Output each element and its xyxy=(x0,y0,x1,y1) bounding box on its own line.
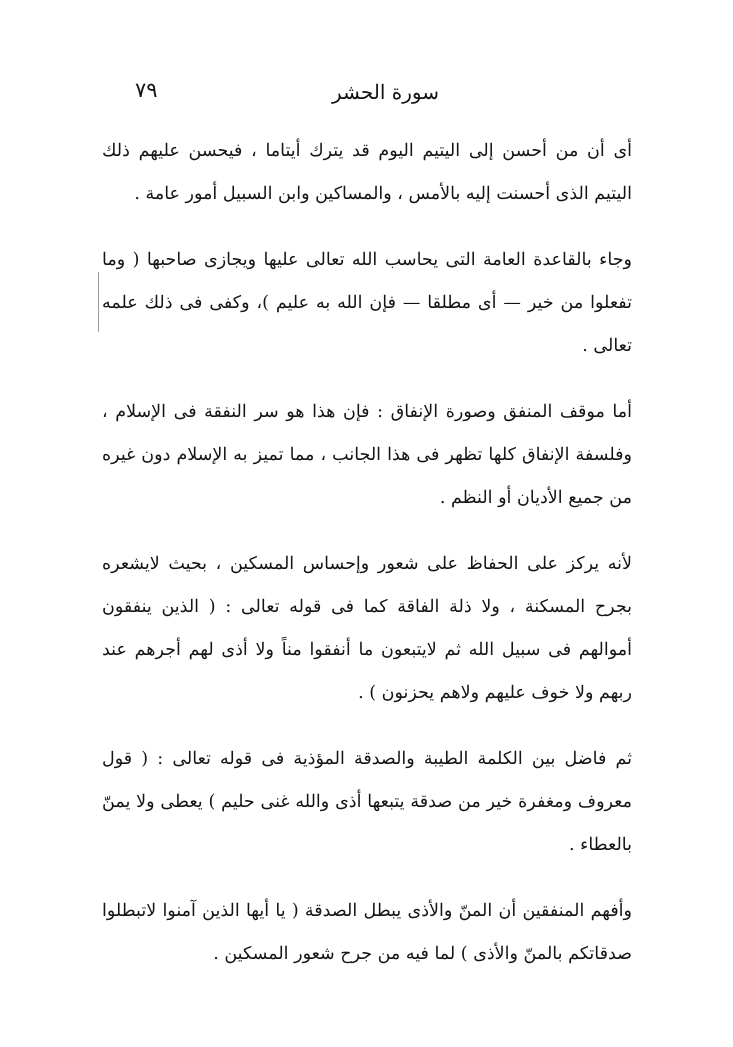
paragraph: ثم فاضل بين الكلمة الطيبة والصدقة المؤذية فى قوله تعالى : ( قول معروف ومغفرة خير من صدقة يتبعها أذى والله غنى حليم ) يعطى ولا يمنّ بالعطاء . xyxy=(102,749,632,855)
margin-line xyxy=(98,272,99,332)
page-header xyxy=(100,78,630,112)
page-number: ٧٩ xyxy=(135,78,158,102)
paragraph: أما موقف المنفق وصورة الإنفاق : فإن هذا هو سر النفقة فى الإسلام ، وفلسفة الإنفاق كلها تظهر فى هذا الجانب ، مما تميز به الإسلام دون غيره من جميع الأديان أو النظم . xyxy=(102,402,632,508)
paragraph: لأنه يركز على الحفاظ على شعور وإحساس المسكين ، بحيث لايشعره بجرح المسكنة ، ولا ذلة الفاقة كما فى قوله تعالى : ( الذين ينفقون أموالهم فى سبيل الله ثم لايتبعون ما أنفقوا مناً ولا أذى لهم أجرهم عند ربهم ولا خوف عليهم ولاهم يحزنون ) . xyxy=(102,554,632,703)
body-text xyxy=(102,130,632,999)
paragraph: وجاء بالقاعدة العامة التى يحاسب الله تعالى عليها ويجازى صاحبها ( وما تفعلوا من خير — أى مطلقا — فإن الله به عليم )، وكفى فى ذلك علمه تعالى . xyxy=(102,250,632,356)
paragraph: وأفهم المنفقين أن المنّ والأذى يبطل الصدقة ( يا أيها الذين آمنوا لاتبطلوا صدقاتكم بالمنّ والأذى ) لما فيه من جرح شعور المسكين . xyxy=(102,901,632,964)
paragraph: أى أن من أحسن إلى اليتيم اليوم قد يترك أيتاما ، فيحسن عليهم ذلك اليتيم الذى أحسنت إليه بالأمس ، والمساكين وابن السبيل أمور عامة . xyxy=(102,141,632,204)
running-title: سورة الحشر xyxy=(332,80,440,104)
